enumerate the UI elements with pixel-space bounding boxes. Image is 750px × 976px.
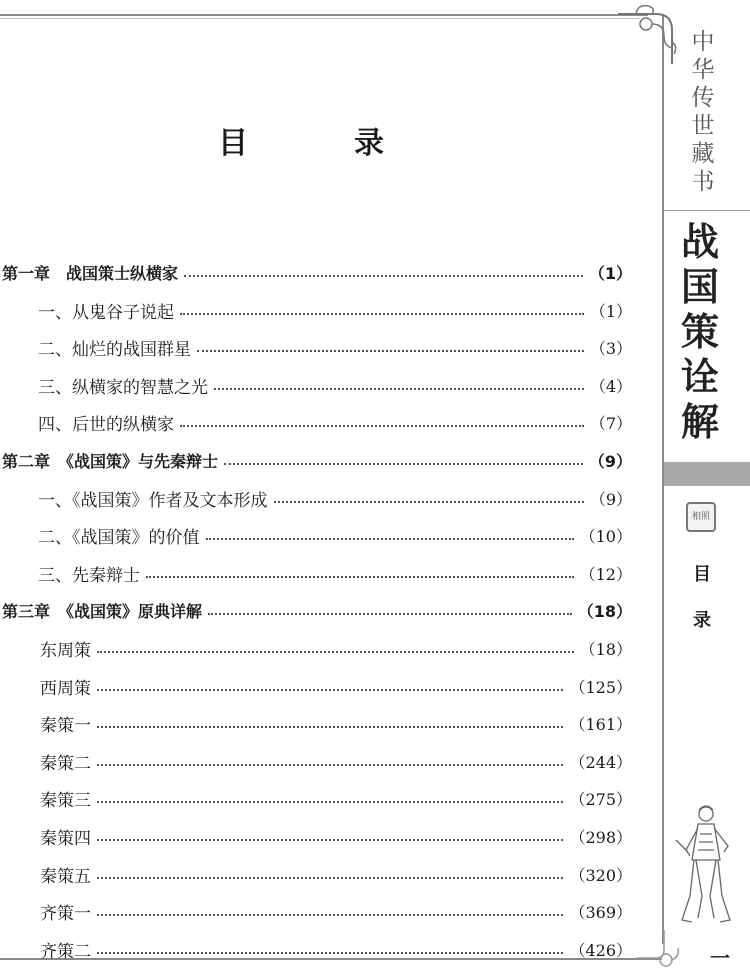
series-char: 世 — [691, 113, 715, 139]
toc-entry[interactable] — [0, 783, 640, 813]
frame-top-border — [0, 14, 648, 16]
series-char: 华 — [691, 57, 715, 83]
toc-leader-dots — [208, 613, 572, 615]
warrior-illustration-icon — [668, 800, 746, 930]
toc-entry-title: 秦策五 — [40, 866, 91, 887]
series-char: 中 — [691, 29, 715, 55]
toc-entry[interactable] — [0, 746, 640, 776]
toc-leader-dots — [184, 275, 583, 277]
toc-entry-title: 秦策二 — [40, 753, 91, 774]
toc-leader-dots — [97, 801, 563, 803]
toc-entry[interactable] — [0, 671, 640, 701]
book-title-char: 策 — [680, 310, 719, 354]
toc-entry[interactable] — [0, 370, 640, 400]
section-char: 目 — [693, 564, 711, 585]
toc-leader-dots — [197, 350, 584, 352]
toc-entry[interactable] — [0, 934, 640, 964]
toc-leader-dots — [97, 952, 563, 954]
toc-entry-title: 秦策一 — [40, 715, 91, 736]
toc-entry-page: （18） — [577, 601, 632, 621]
toc-entry-page: （9） — [588, 451, 632, 471]
toc-entry[interactable] — [0, 896, 640, 926]
toc-entry-title: 第一章 战国策士纵横家 — [2, 263, 179, 283]
toc-entry[interactable] — [0, 708, 640, 738]
toc-entry-page: （3） — [589, 338, 632, 358]
toc-entry[interactable] — [0, 595, 640, 625]
toc-entry[interactable] — [0, 558, 640, 588]
toc-leader-dots — [224, 463, 583, 465]
series-char: 藏 — [691, 141, 715, 167]
toc-entry-title: 三、纵横家的智慧之光 — [38, 377, 208, 398]
page-number: 一 — [710, 946, 730, 970]
toc-entry-page: （125） — [569, 677, 632, 697]
section-label — [680, 552, 724, 644]
page-title: 目 录 — [218, 126, 422, 161]
toc-leader-dots — [180, 425, 584, 427]
toc-entry-title: 第三章 《战国策》原典详解 — [2, 601, 203, 621]
toc-entry-title: 西周策 — [40, 678, 91, 699]
toc-entry-title: 齐策二 — [40, 941, 91, 962]
toc-entry[interactable] — [0, 520, 640, 550]
book-title-char: 诠 — [680, 355, 719, 399]
toc-entry[interactable] — [0, 407, 640, 437]
toc-entry[interactable] — [0, 257, 640, 287]
toc-leader-dots — [206, 538, 574, 540]
toc-leader-dots — [97, 651, 574, 653]
toc-entry-title: 秦策三 — [40, 790, 91, 811]
toc-entry-title: 第二章 《战国策》与先秦辩士 — [2, 451, 219, 471]
toc-entry-title: 秦策四 — [40, 828, 91, 849]
toc-entry-page: （298） — [569, 827, 632, 847]
toc-entry[interactable] — [0, 483, 640, 513]
toc-leader-dots — [214, 388, 584, 390]
toc-leader-dots — [97, 726, 563, 728]
toc-entry[interactable] — [0, 859, 640, 889]
toc-leader-dots — [97, 689, 563, 691]
toc-leader-dots — [97, 839, 563, 841]
toc-entry-title: 一、《战国策》作者及文本形成 — [38, 490, 268, 511]
toc-entry-page: （369） — [569, 902, 632, 922]
book-title-char: 解 — [680, 400, 719, 444]
toc-entry-title: 二、灿烂的战国群星 — [38, 339, 191, 360]
corner-scroll-ornament-icon — [616, 2, 680, 66]
toc-entry-page: （4） — [589, 376, 632, 396]
toc-entry[interactable] — [0, 821, 640, 851]
toc-leader-dots — [146, 576, 574, 578]
toc-entry-title: 二、《战国策》的价值 — [38, 527, 200, 548]
toc-leader-dots — [180, 313, 584, 315]
toc-entry-page: （320） — [569, 865, 632, 885]
toc-entry-page: （1） — [589, 301, 632, 321]
toc-entry-page: （1） — [588, 263, 632, 283]
toc-entry-title: 四、后世的纵横家 — [38, 414, 174, 435]
toc-entry-page: （275） — [569, 789, 632, 809]
toc-entry-title: 一、从鬼谷子说起 — [38, 302, 174, 323]
section-char: 录 — [693, 610, 711, 631]
book-title — [670, 220, 730, 445]
toc-entry-page: （18） — [579, 639, 632, 659]
toc-entry-page: （161） — [569, 714, 632, 734]
toc-entry[interactable] — [0, 633, 640, 663]
toc-entry-page: （426） — [569, 940, 632, 960]
series-char: 传 — [691, 85, 715, 111]
frame-top-inner-border — [0, 18, 640, 19]
toc-entry[interactable] — [0, 295, 640, 325]
series-name — [678, 28, 728, 196]
toc-leader-dots — [97, 877, 563, 879]
toc-entry-title: 东周策 — [40, 640, 91, 661]
toc-entry-title: 三、先秦辩士 — [38, 565, 140, 586]
toc-entry-page: （10） — [579, 526, 632, 546]
toc-entry-title: 齐策一 — [40, 903, 91, 924]
toc-entry-page: （7） — [589, 413, 632, 433]
toc-entry[interactable] — [0, 332, 640, 362]
series-char: 书 — [691, 169, 715, 195]
toc-entry-page: （12） — [579, 564, 632, 584]
toc-entry[interactable] — [0, 445, 640, 475]
book-title-char: 战 — [680, 220, 719, 264]
side-divider — [664, 210, 750, 211]
toc-entry-page: （244） — [569, 752, 632, 772]
toc-entry-page: （9） — [589, 489, 632, 509]
toc-leader-dots — [97, 764, 563, 766]
toc-leader-dots — [97, 914, 563, 916]
toc-leader-dots — [274, 501, 584, 503]
side-grey-band — [664, 462, 750, 486]
book-title-char: 国 — [680, 265, 719, 309]
bottom-corner-ornament-icon — [636, 930, 684, 970]
seal-stamp-icon: 相照 — [686, 502, 716, 532]
